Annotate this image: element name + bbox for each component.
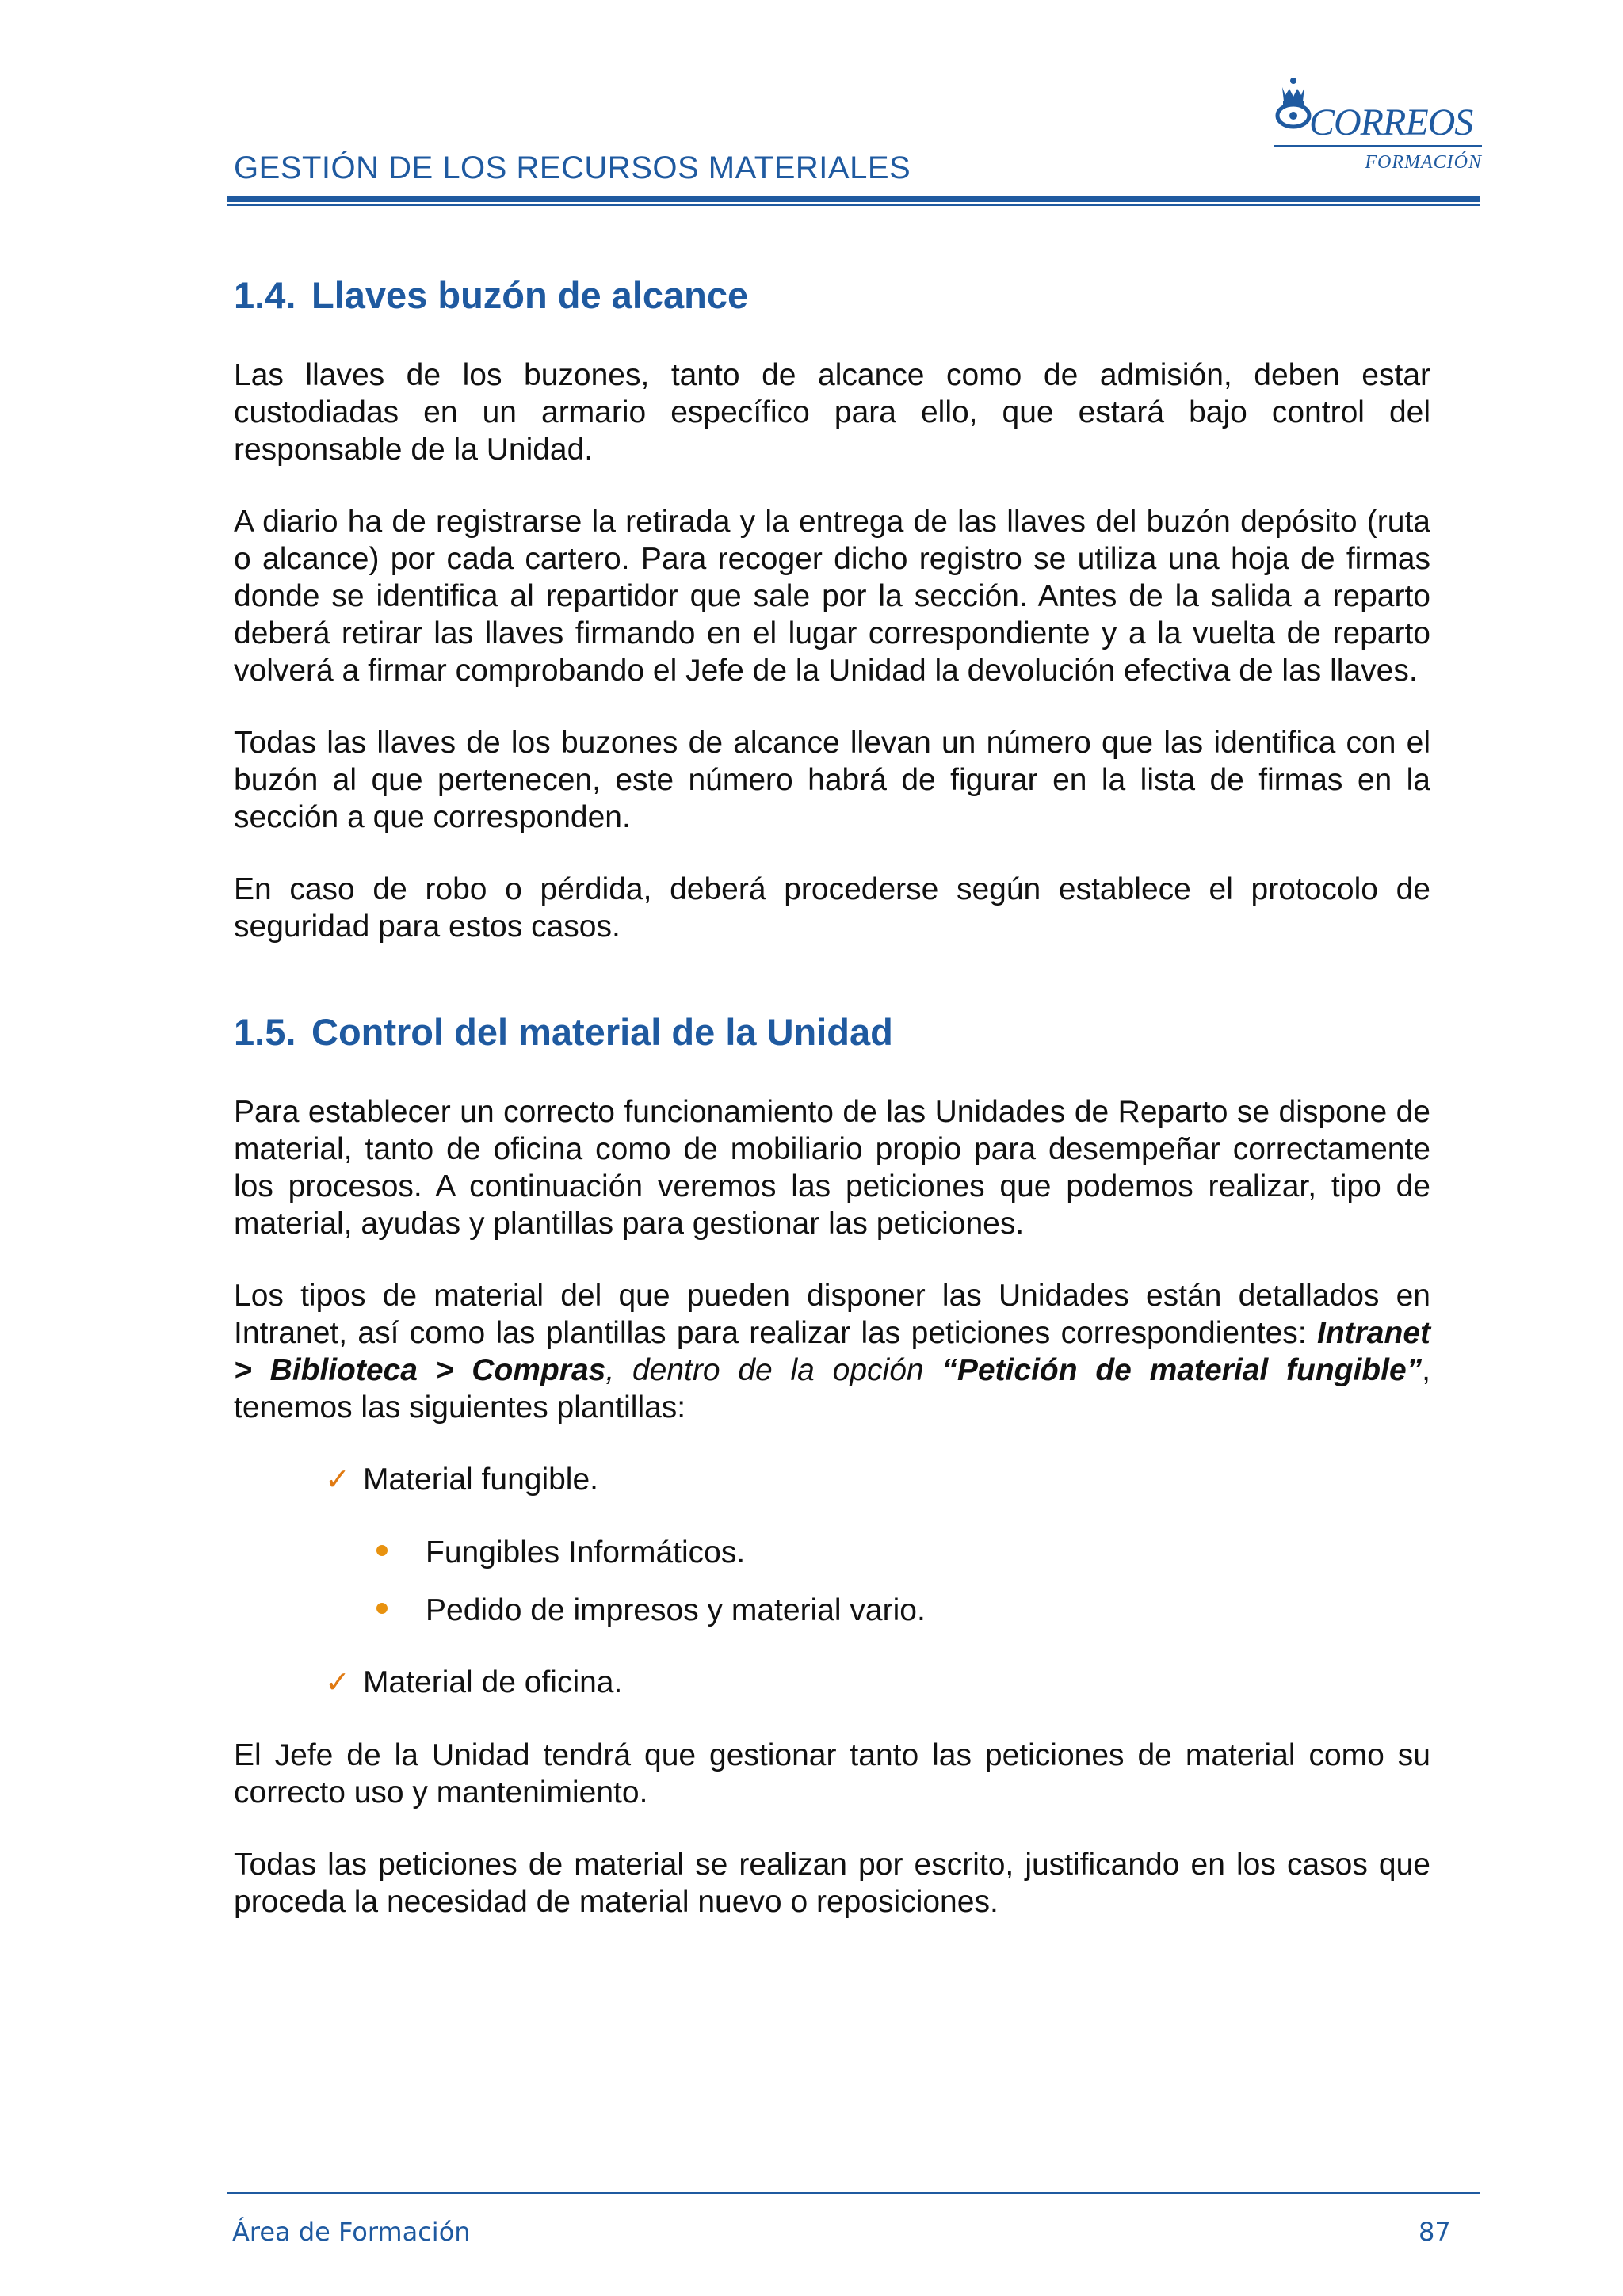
paragraph: Las llaves de los buzones, tanto de alcance como de admisión, deben estar custodiadas en un armario específico para ello, que estará bajo control del responsable de la Unidad. [234, 358, 1430, 467]
paragraph: Todas las peticiones de material se realizan por escrito, justificando en los casos que proceda la necesidad de material nuevo o reposiciones. [234, 1848, 1430, 1919]
list-item-label: Material fungible. [363, 1463, 598, 1497]
list-item-label: Pedido de impresos y material vario. [426, 1593, 926, 1627]
bullet-icon [376, 1545, 388, 1556]
paragraph: En caso de robo o pérdida, deberá procederse según establece el protocolo de seguridad para estos casos. [234, 872, 1430, 944]
header-rule-thin [227, 204, 1480, 206]
paragraph-intranet-path [234, 1277, 1430, 1426]
checkmark-icon: ✓ [325, 1463, 350, 1497]
svg-text:CORREOS: CORREOS [1309, 101, 1473, 143]
text-run: , tenemos las siguientes plantillas: [234, 1353, 1430, 1425]
list-item [376, 1534, 1430, 1571]
paragraph: El Jefe de la Unidad tendrá que gestionar tanto las peticiones de material como su correcto uso y mantenimiento. [234, 1738, 1430, 1810]
list-item [325, 1664, 1430, 1702]
text-run: , dentro de la opción [605, 1353, 942, 1387]
paragraph: Todas las llaves de los buzones de alcance llevan un número que las identifica con el buzón al que pertenecen, este número habrá de figurar en la lista de firmas en la sección a que corresponden. [234, 726, 1430, 834]
section-heading-1-5 [234, 1010, 1430, 1054]
list-item-label: Material de oficina. [363, 1665, 623, 1699]
checkmark-icon: ✓ [325, 1666, 350, 1699]
option-name: “Petición de material fungible” [941, 1353, 1423, 1387]
paragraph: A diario ha de registrarse la retirada y la entrega de las llaves del buzón depósito (ruta o alcance) por cada cartero. Para recoger dicho registro se utiliza una hoja de firmas donde se identifica al repartidor que sale por la sección. Antes de la salida a reparto deberá retirar las llaves firmando en el lugar correspondiente y a la vuelta de reparto volverá a firmar comprobando el Jefe de la Unidad la devolución efectiva de las llaves. [234, 505, 1430, 688]
header-rule [227, 196, 1480, 202]
text-run: Los tipos de material del que pueden disponer las Unidades están detallados en Intranet, así como las plantillas para realizar las peticiones correspondientes: [234, 1279, 1430, 1350]
section-heading-1-4 [234, 273, 1430, 317]
bullet-icon [376, 1603, 388, 1614]
svg-text:FORMACIÓN: FORMACIÓN [1365, 152, 1482, 173]
correos-logo [1260, 70, 1490, 173]
section-number: 1.4. [234, 274, 296, 316]
header-title: GESTIÓN DE LOS RECURSOS MATERIALES [234, 151, 911, 185]
section-number: 1.5. [234, 1011, 296, 1053]
footer-label: Área de Formación [232, 2217, 471, 2247]
page-content [234, 273, 1430, 1955]
paragraph: Para establecer un correcto funcionamiento de las Unidades de Reparto se dispone de material, tanto de oficina como de mobiliario propio para desempeñar correctamente los procesos. A continuación veremos las peticiones que podemos realizar, tipo de material, ayudas y plantillas para gestionar las peticiones. [234, 1095, 1430, 1241]
intranet-path: Intranet > Biblioteca > Compras [234, 1316, 1430, 1387]
list-item [376, 1592, 1430, 1629]
list-item [325, 1461, 1430, 1499]
section-title: Llaves buzón de alcance [311, 274, 749, 316]
crown-posthorn-icon [1277, 78, 1309, 127]
list-item-label: Fungibles Informáticos. [426, 1535, 746, 1569]
footer-rule [227, 2192, 1480, 2194]
section-title: Control del material de la Unidad [311, 1011, 893, 1053]
page-number: 87 [1419, 2217, 1451, 2247]
